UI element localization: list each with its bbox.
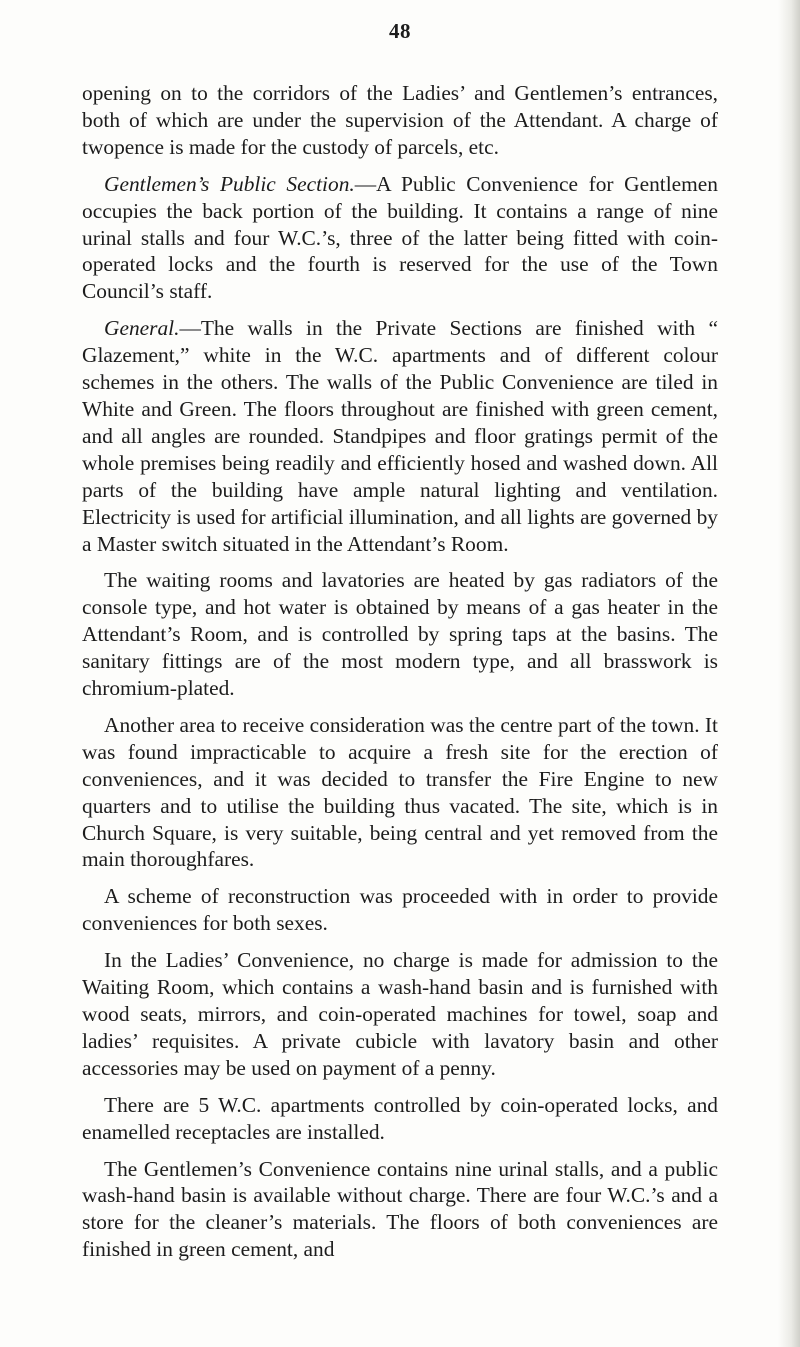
paragraph-6 <box>82 883 718 937</box>
paragraph-1 <box>82 80 718 161</box>
paragraph-3 <box>82 315 718 557</box>
paragraph-5-text: Another area to receive consideration was the centre part of the town. It was found impracticable to acquire a fresh site for the erection of conveniences, and it was decided to transfer the Fire Engine to new quarters and to utilise the building thus vacated. The site, which is in Church Square, is very suitable, being central and yet removed from the main thoroughfares. <box>82 712 718 872</box>
paragraph-2-heading: Gentlemen’s Public Section. <box>104 171 355 196</box>
paragraph-7 <box>82 947 718 1082</box>
paragraph-5 <box>82 712 718 873</box>
paragraph-4 <box>82 567 718 702</box>
paragraph-1-text: opening on to the corridors of the Ladies’ and Gentlemen’s entrances, both of which are under the supervision of the Attendant. A charge of twopence is made for the custody of parcels, etc. <box>82 81 718 159</box>
paragraph-7-text: In the Ladies’ Convenience, no charge is made for admission to the Waiting Room, which contains a wash-hand basin and is furnished with wood seats, mirrors, and coin-operated machines for towel, soap and ladies’ requisites. A private cubicle with lavatory basin and other accessories may be used on payment of a penny. <box>82 948 718 1080</box>
paragraph-6-text: A scheme of reconstruction was proceeded with in order to provide conveniences for both sexes. <box>82 884 718 936</box>
paragraph-9 <box>82 1156 718 1264</box>
paragraph-9-text: The Gentlemen’s Convenience contains nine urinal stalls, and a public wash-hand basin is available without charge. There are four W.C.’s and a store for the cleaner’s materials. The floors of both conveniences are finished in green cement, and <box>82 1156 718 1262</box>
paragraph-8-text: There are 5 W.C. apartments controlled by coin-operated locks, and enamelled receptacles are installed. <box>82 1092 718 1144</box>
paragraph-8 <box>82 1092 718 1146</box>
body-text <box>82 80 718 1273</box>
paragraph-2 <box>82 171 718 306</box>
paragraph-3-heading: General. <box>104 316 180 341</box>
page-number: 48 <box>389 19 411 43</box>
page-edge-shadow <box>778 0 800 1347</box>
paragraph-4-text: The waiting rooms and lavatories are heated by gas radiators of the console type, and hot water is obtained by means of a gas heater in the Attendant’s Room, and is controlled by spring taps at the basins. The sanitary fittings are of the most modern type, and all brasswork is chromium-plated. <box>82 568 718 701</box>
paragraph-3-text: —The walls in the Private Sections are finished with “ Glazement,” white in the W.C. apartments and of different colour schemes in the others. The walls of the Public Convenience are tiled in White and Green. The floors throughout are finished with green cement, and all angles are rounded. Standpipes and floor gratings permit of the whole premises being readily and efficiently hosed and washed down. All parts of the building have ample natural lighting and ventilation. Electricity is used for artificial illumination, and all lights are governed by a Master switch situated in the Attendant’s Room. <box>82 316 718 556</box>
paragraph-2-text: —A Public Convenience for Gentlemen occupies the back portion of the building. It contains a range of nine urinal stalls and four W.C.’s, three of the latter being fitted with coin-operated locks and the fourth is reserved for the use of the Town Council’s staff. <box>82 171 718 304</box>
